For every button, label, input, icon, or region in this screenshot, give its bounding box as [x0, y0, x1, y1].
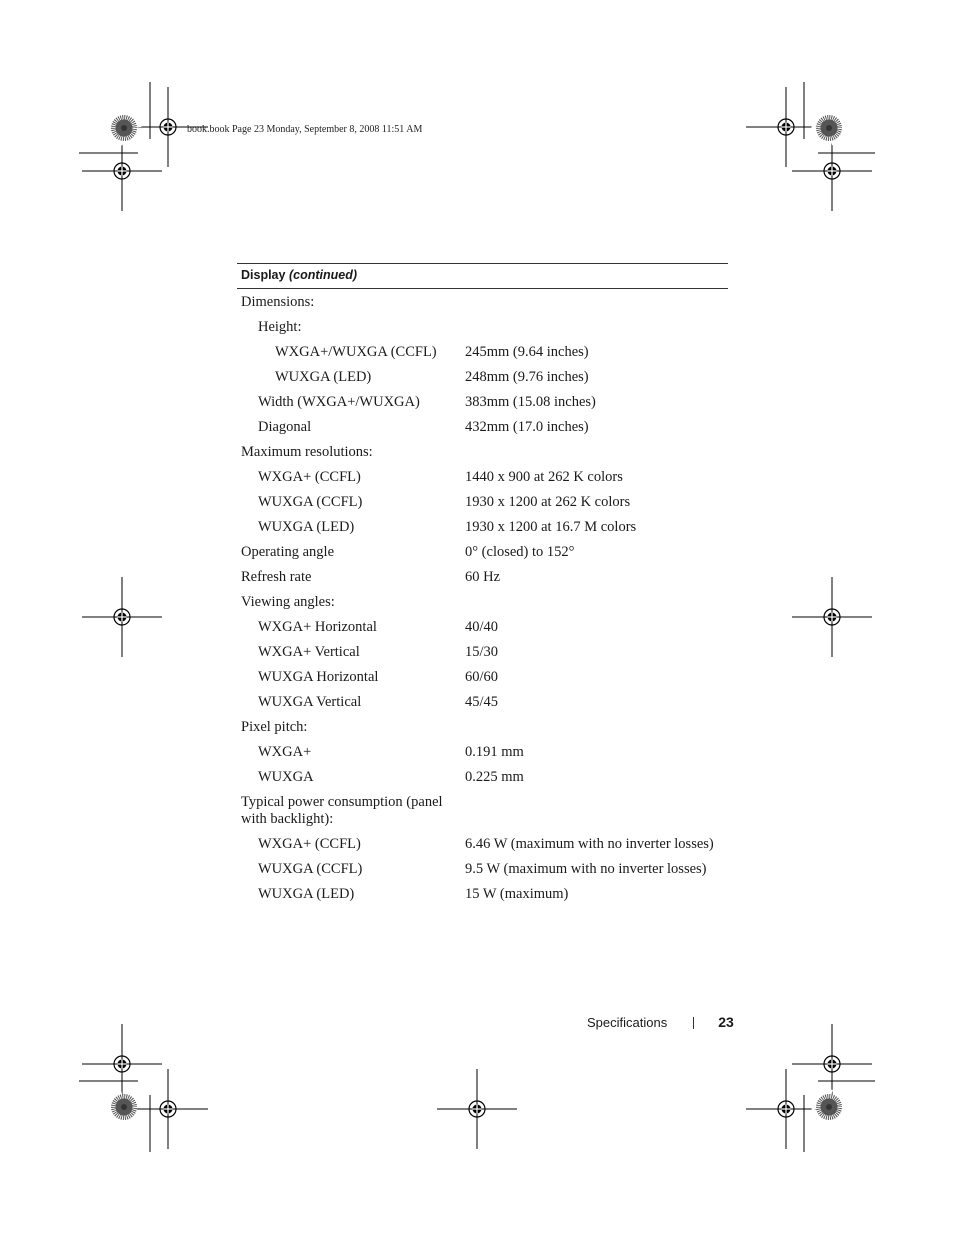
row-value: 15 W (maximum): [465, 886, 569, 902]
row-value: 60 Hz: [465, 569, 501, 585]
row-label: WXGA+/WUXGA (CCFL): [275, 344, 437, 360]
table-row: [237, 790, 728, 832]
display-spec-table: [237, 263, 728, 907]
section-title-suffix: (continued): [288, 268, 357, 282]
row-label: WUXGA Vertical: [258, 694, 362, 710]
page-number: 23: [718, 1014, 734, 1030]
table-row: [237, 740, 728, 765]
table-row: [237, 390, 728, 415]
row-label: WUXGA (CCFL): [258, 861, 363, 877]
row-value: [465, 594, 728, 611]
table-row: [237, 832, 728, 857]
table-row: [237, 365, 728, 390]
row-label: WUXGA (LED): [258, 886, 355, 902]
row-value: 1440 x 900 at 262 K colors: [465, 469, 623, 485]
table-row: [237, 490, 728, 515]
table-row: [237, 715, 728, 740]
row-value: 15/30: [465, 644, 499, 660]
row-value: 6.46 W (maximum with no inverter losses): [465, 836, 714, 852]
table-header: [237, 263, 728, 289]
row-label: Typical power consumption (panel with backlight):: [241, 794, 443, 827]
footer-section-name: Specifications: [587, 1015, 668, 1030]
row-label: Pixel pitch:: [241, 719, 308, 735]
row-value: [465, 294, 728, 311]
row-label: Refresh rate: [241, 569, 312, 585]
row-label: Operating angle: [241, 544, 335, 560]
row-label: WXGA+ Horizontal: [258, 619, 377, 635]
row-label: WUXGA (LED): [258, 519, 355, 535]
row-label: Height:: [258, 319, 302, 335]
row-value: [465, 444, 728, 461]
row-label: WUXGA (LED): [275, 369, 372, 385]
table-row: [237, 690, 728, 715]
table-row: [237, 615, 728, 640]
row-label: Dimensions:: [241, 294, 315, 310]
row-label: WXGA+: [258, 744, 312, 760]
row-value: 60/60: [465, 669, 499, 685]
table-row: [237, 540, 728, 565]
row-value: 383mm (15.08 inches): [465, 394, 596, 410]
row-value: 9.5 W (maximum with no inverter losses): [465, 861, 707, 877]
section-title: Display: [241, 268, 286, 282]
row-label: Diagonal: [258, 419, 312, 435]
table-row: [237, 340, 728, 365]
row-label: WXGA+ Vertical: [258, 644, 360, 660]
footer-separator: [693, 1017, 694, 1029]
row-label: WXGA+ (CCFL): [258, 836, 361, 852]
table-row: [237, 315, 728, 340]
row-label: Viewing angles:: [241, 594, 335, 610]
table-row: [237, 565, 728, 590]
table-row: [237, 882, 728, 907]
table-row: [237, 765, 728, 790]
row-value: 1930 x 1200 at 16.7 M colors: [465, 519, 637, 535]
table-row: [237, 857, 728, 882]
row-value: 40/40: [465, 619, 499, 635]
row-value: 0.191 mm: [465, 744, 524, 760]
row-value: [465, 719, 728, 736]
row-label: WXGA+ (CCFL): [258, 469, 361, 485]
row-value: [465, 794, 728, 828]
table-row: [237, 415, 728, 440]
table-row: [237, 640, 728, 665]
row-value: 248mm (9.76 inches): [465, 369, 589, 385]
table-row: [237, 665, 728, 690]
row-label: WUXGA (CCFL): [258, 494, 363, 510]
row-value: 245mm (9.64 inches): [465, 344, 589, 360]
table-row: [237, 465, 728, 490]
row-value: [465, 319, 728, 336]
row-value: 432mm (17.0 inches): [465, 419, 589, 435]
row-value: 1930 x 1200 at 262 K colors: [465, 494, 631, 510]
row-value: 45/45: [465, 694, 499, 710]
table-row: [237, 440, 728, 465]
row-label: Maximum resolutions:: [241, 444, 373, 460]
table-row: [237, 590, 728, 615]
print-slug: book.book Page 23 Monday, September 8, 2008 11:51 AM: [187, 124, 423, 135]
spec-rows: [237, 289, 728, 907]
row-label: WUXGA: [258, 769, 314, 785]
row-value: 0.225 mm: [465, 769, 524, 785]
page-footer: [587, 1014, 734, 1030]
row-label: WUXGA Horizontal: [258, 669, 379, 685]
table-row: [237, 515, 728, 540]
table-row: [237, 290, 728, 315]
row-value: 0° (closed) to 152°: [465, 544, 575, 560]
row-label: Width (WXGA+/WUXGA): [258, 394, 420, 410]
